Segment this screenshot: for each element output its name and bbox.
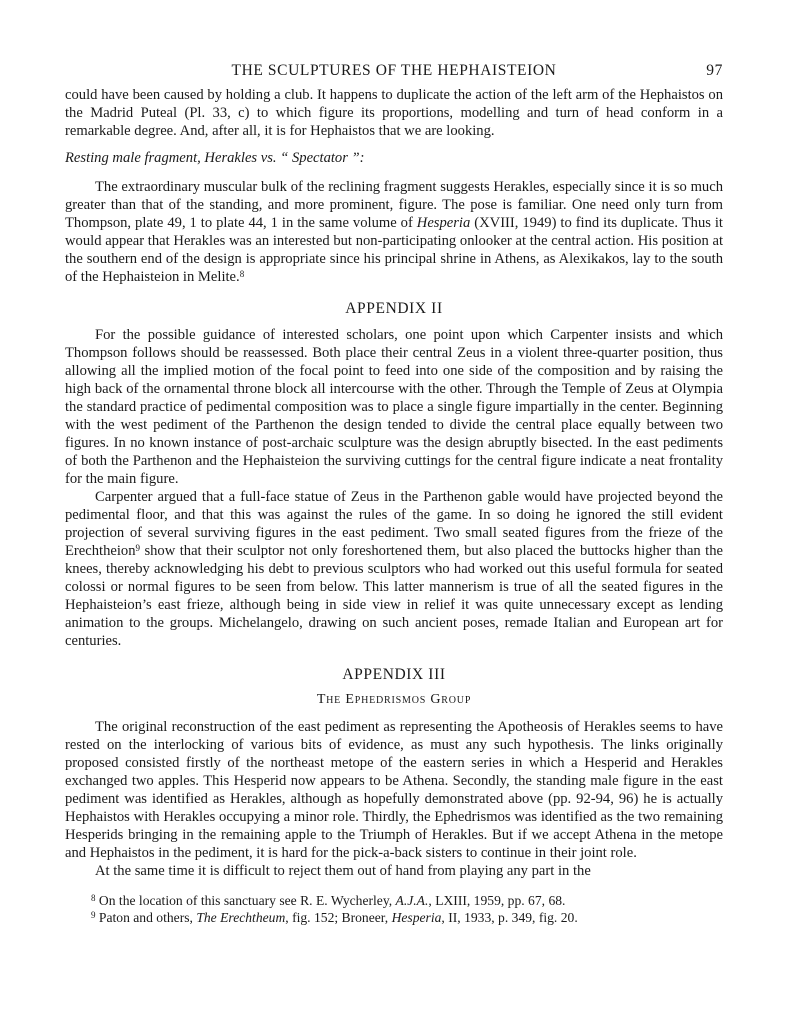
appendix-2-heading: APPENDIX II bbox=[345, 300, 443, 317]
appendix-2-paragraph-1: For the possible guidance of interested scholars, one point upon which Carpenter insists and which Thompson follows should be reassessed. Both place their central Zeus in a violent three-quarter position, thus allowing all the implied motion of the focal point to feed into one side of the composition and by raising the high back of the ornamental throne block all intercourse with the other. Through the Temple of Zeus at Olympia the standard practice of pedimental composition was to place a single figure impartially in the center. Beginning with the west pediment of the Parthenon the design tended to divide the central place equally between two figures. In no known instance of post-archaic sculpture was the design abruptly bisected. In the east pediments of both the Parthenon and the Hephaisteion the surviving cuttings for the central figure indicate a neat frontality for the main figure. bbox=[65, 327, 723, 487]
footnote-9 bbox=[65, 909, 723, 926]
footnote-9-journal: Hesperia bbox=[391, 910, 442, 925]
footnotes bbox=[65, 892, 723, 926]
resting-text-b: (XVIII, 1949) to find its duplicate. Thus it would appear that Herakles was an interested but non-participating onlooker at the central action. His position at the southern end of the design is appropriate since his principal shrine in Athens, as Alexikakos, lay to the south of the Hephaisteion in Melite. bbox=[65, 215, 723, 285]
footnote-ref-8[interactable]: 8 bbox=[239, 269, 245, 279]
page-number: 97 bbox=[706, 62, 723, 79]
section-heading-resting: Resting male fragment, Herakles vs. “ Spectator ”: bbox=[65, 150, 365, 166]
appendix-3-paragraph-1: The original reconstruction of the east pediment as representing the Apotheosis of Herakles seems to have rested on the interlocking of various bits of evidence, as must any such hypothesis. The links originally proposed consisted firstly of the northeast metope of the eastern series in which a Hesperid and Herakles exchanged two apples. This Hesperid now appears to be Athena. Secondly, the standing male figure in the east pediment was identified as Herakles, although as hopefully demonstrated above (pp. 92-94, 96) he is actually Hephaistos with Herakles occupying a minor role. Thirdly, the Ephedrismos was identified as the two remaining Hesperids bringing in the remaining apple to the Triumph of Herakles. But if we accept Athena in the metope and Hephaistos in the pediment, it is hard for the pick-a-back sisters to continue in their joint role. bbox=[65, 719, 723, 861]
appendix-3-heading: APPENDIX III bbox=[342, 666, 446, 683]
appendix-2-text-b: show that their sculptor not only foreshortened them, but also placed the buttocks higher than the knees, thereby acknowledging his debt to previous sculptors who had worked out this useful formula for seated colossi or normal figures to be seen from below. This latter mannerism is true of all the seated figures in the Hephaisteion’s east frieze, although being in side view in relief it was quite unnecessary except as lending animation to the groups. Michelangelo, drawing on such ancient poses, remade Italian and European art for centuries. bbox=[65, 543, 723, 649]
footnote-9-number: 9 bbox=[91, 910, 96, 920]
footnote-ref-9[interactable]: 9 bbox=[135, 543, 141, 553]
page bbox=[65, 62, 723, 926]
footnote-8-text-b: , LXIII, 1959, pp. 67, 68. bbox=[428, 893, 566, 908]
appendix-2-text-a: Carpenter argued that a full-face statue of Zeus in the Parthenon gable would have projected beyond the pedimental floor, and that this was against the rules of the game. In so doing he ignored the still evident projection of several surviving figures in the east pediment. Two small seated figures from the frieze of the Erechtheion bbox=[65, 489, 723, 559]
resting-text-a: The extraordinary muscular bulk of the reclining fragment suggests Herakles, especially since it is so much greater than that of the standing, and more prominent, figure. The pose is familiar. One need only turn from Thompson, plate 49, 1 to plate 44, 1 in the same volume of bbox=[65, 179, 723, 231]
footnote-9-text-c: , II, 1933, p. 349, fig. 20. bbox=[441, 910, 578, 925]
running-title: THE SCULPTURES OF THE HEPHAISTEION bbox=[231, 62, 557, 79]
footnote-8-journal: A.J.A. bbox=[395, 893, 429, 908]
running-head bbox=[65, 62, 723, 86]
footnote-9-text-a: Paton and others, bbox=[95, 910, 197, 925]
footnote-9-text-b: , fig. 152; Broneer, bbox=[285, 910, 392, 925]
appendix-3-subheading: The Ephedrismos Group bbox=[316, 692, 472, 707]
resting-paragraph bbox=[65, 178, 723, 286]
resting-journal-title: Hesperia bbox=[416, 215, 471, 231]
footnote-8-text-a: On the location of this sanctuary see R. E. Wycherley, bbox=[95, 893, 396, 908]
footnote-8-number: 8 bbox=[91, 893, 96, 903]
footnote-9-book-title: The Erechtheum bbox=[196, 910, 286, 925]
appendix-2-paragraph-2 bbox=[65, 488, 723, 650]
intro-paragraph: could have been caused by holding a club. It happens to duplicate the action of the left arm of the Hephaistos on the Madrid Puteal (Pl. 33, c) to which figure its proportions, modelling and turn of head conform in a remarkable degree. And, after all, it is for Hephaistos that we are looking. bbox=[65, 87, 723, 139]
footnote-8 bbox=[65, 892, 723, 909]
appendix-3-paragraph-2: At the same time it is difficult to reject them out of hand from playing any part in the bbox=[95, 863, 591, 879]
